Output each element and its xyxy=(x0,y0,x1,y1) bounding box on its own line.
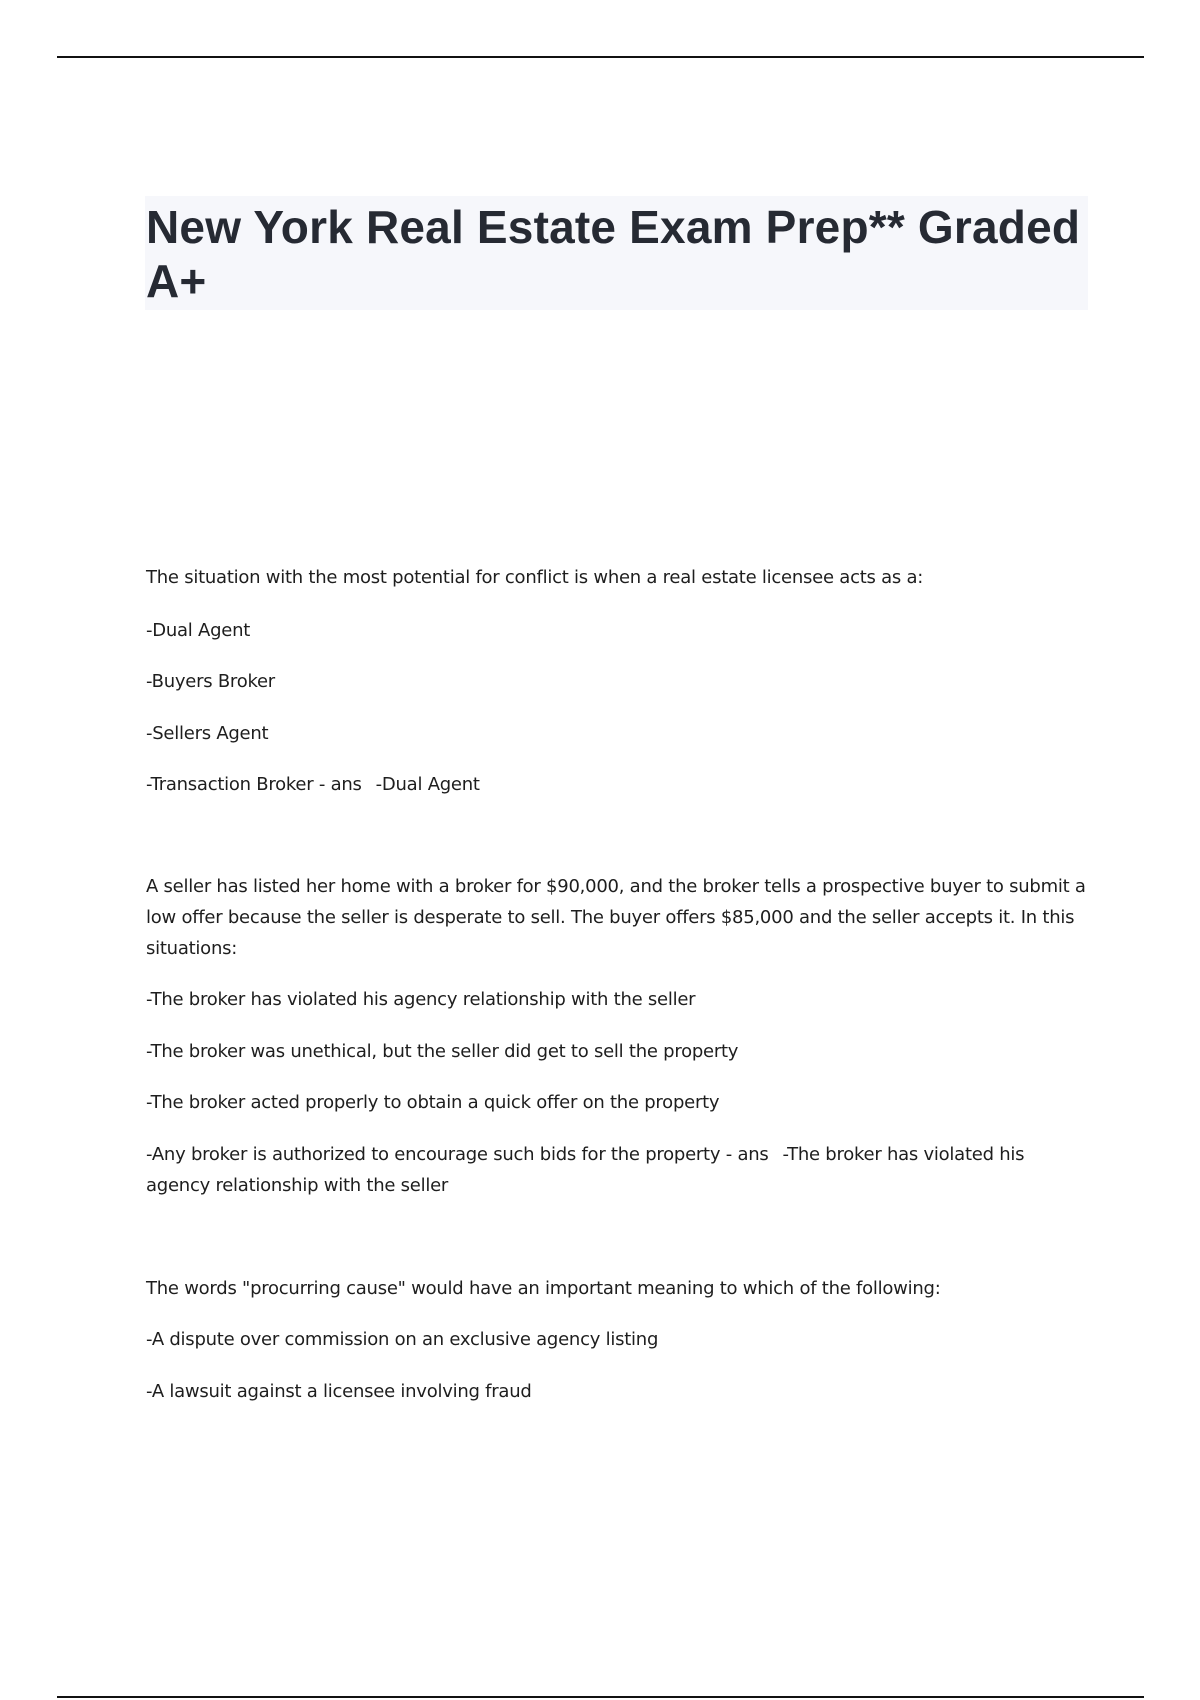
question-2-option-3: -The broker acted properly to obtain a quick offer on the property xyxy=(146,1092,720,1113)
question-2-prompt: A seller has listed her home with a broker for $90,000, and the broker tells a prospective buyer to submit a low offer because the seller is desperate to sell. The buyer offers $85,000 and the seller accepts it. In this situations: xyxy=(146,876,1086,959)
question-2-option-4: -Any broker is authorized to encourage such bids for the property - ans xyxy=(146,1144,769,1165)
question-1-prompt: The situation with the most potential for conflict is when a real estate licensee acts as a: xyxy=(146,567,924,588)
question-1-option-3: -Sellers Agent xyxy=(146,723,269,744)
question-2-option-2: -The broker was unethical, but the seller did get to sell the property xyxy=(146,1041,739,1062)
question-2-option-1: -The broker has violated his agency relationship with the seller xyxy=(146,989,696,1010)
question-3-option-1: -A dispute over commission on an exclusive agency listing xyxy=(146,1329,659,1350)
top-rule xyxy=(57,56,1144,58)
question-1-answer: -Dual Agent xyxy=(375,774,480,795)
question-2-last-option-line xyxy=(146,1139,1091,1201)
question-1-option-2: -Buyers Broker xyxy=(146,671,275,692)
document-title: New York Real Estate Exam Prep** Graded A+ xyxy=(146,201,1081,307)
question-3-option-2: -A lawsuit against a licensee involving fraud xyxy=(146,1381,532,1402)
question-2-answer: -The broker has violated his agency relationship with the seller xyxy=(146,1144,1025,1196)
question-3-prompt: The words "procurring cause" would have an important meaning to which of the following: xyxy=(146,1278,941,1299)
question-1-option-1: -Dual Agent xyxy=(146,620,251,641)
question-1-last-option-line xyxy=(146,769,1091,800)
question-1-option-4: -Transaction Broker - ans xyxy=(146,774,362,795)
bottom-rule xyxy=(57,1696,1144,1698)
